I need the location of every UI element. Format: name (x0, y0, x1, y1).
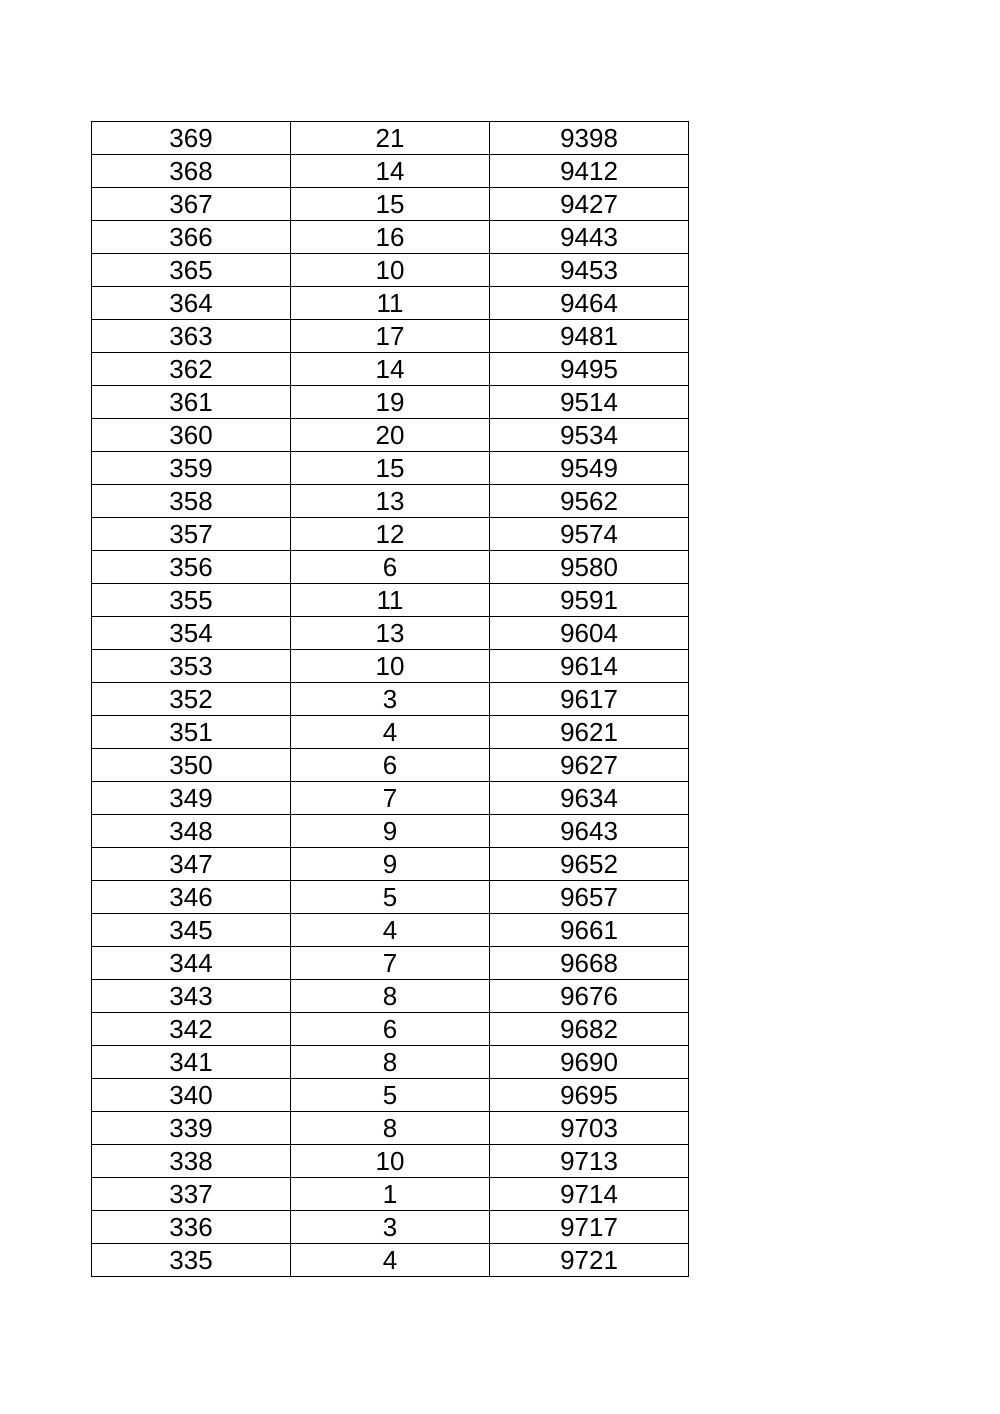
table-row (92, 518, 689, 551)
table-row (92, 650, 689, 683)
table-cell: 366 (92, 221, 291, 254)
table-cell: 1 (291, 1178, 490, 1211)
table-row (92, 947, 689, 980)
table-cell: 9682 (490, 1013, 689, 1046)
table-cell: 9398 (490, 122, 689, 155)
table-cell: 337 (92, 1178, 291, 1211)
table-cell: 355 (92, 584, 291, 617)
table-body (92, 122, 689, 1277)
table-cell: 9574 (490, 518, 689, 551)
table-cell: 9714 (490, 1178, 689, 1211)
table-row (92, 353, 689, 386)
table-cell: 9657 (490, 881, 689, 914)
table-cell: 4 (291, 914, 490, 947)
table-cell: 12 (291, 518, 490, 551)
table-cell: 356 (92, 551, 291, 584)
table-row (92, 320, 689, 353)
table-row (92, 1244, 689, 1277)
table-row (92, 1178, 689, 1211)
table-cell: 338 (92, 1145, 291, 1178)
table-cell: 7 (291, 947, 490, 980)
table-cell: 13 (291, 617, 490, 650)
table-cell: 17 (291, 320, 490, 353)
table-row (92, 584, 689, 617)
table-cell: 9634 (490, 782, 689, 815)
table-cell: 9690 (490, 1046, 689, 1079)
table-cell: 362 (92, 353, 291, 386)
table-row (92, 881, 689, 914)
table-cell: 6 (291, 1013, 490, 1046)
table-row (92, 122, 689, 155)
table-row (92, 254, 689, 287)
table-cell: 344 (92, 947, 291, 980)
table-cell: 11 (291, 287, 490, 320)
table-cell: 368 (92, 155, 291, 188)
table-cell: 354 (92, 617, 291, 650)
table-cell: 5 (291, 881, 490, 914)
table-cell: 342 (92, 1013, 291, 1046)
table-cell: 341 (92, 1046, 291, 1079)
table-cell: 352 (92, 683, 291, 716)
table-cell: 9412 (490, 155, 689, 188)
table-cell: 9591 (490, 584, 689, 617)
table-cell: 347 (92, 848, 291, 881)
table-cell: 3 (291, 1211, 490, 1244)
table-row (92, 188, 689, 221)
table-cell: 343 (92, 980, 291, 1013)
table-cell: 9621 (490, 716, 689, 749)
table-row (92, 485, 689, 518)
table-row (92, 1046, 689, 1079)
table-row (92, 716, 689, 749)
table-cell: 9713 (490, 1145, 689, 1178)
table-cell: 6 (291, 749, 490, 782)
table-cell: 9453 (490, 254, 689, 287)
table-cell: 9514 (490, 386, 689, 419)
table-cell: 9721 (490, 1244, 689, 1277)
table-cell: 14 (291, 353, 490, 386)
table-cell: 4 (291, 1244, 490, 1277)
table-cell: 9495 (490, 353, 689, 386)
table-cell: 9703 (490, 1112, 689, 1145)
table-cell: 340 (92, 1079, 291, 1112)
table-cell: 9534 (490, 419, 689, 452)
table-cell: 369 (92, 122, 291, 155)
table-cell: 9717 (490, 1211, 689, 1244)
table-cell: 9443 (490, 221, 689, 254)
table-cell: 349 (92, 782, 291, 815)
table-cell: 21 (291, 122, 490, 155)
table-cell: 9668 (490, 947, 689, 980)
table-row (92, 386, 689, 419)
table-row (92, 749, 689, 782)
table-cell: 15 (291, 452, 490, 485)
table-cell: 335 (92, 1244, 291, 1277)
table-cell: 364 (92, 287, 291, 320)
table-cell: 15 (291, 188, 490, 221)
table-cell: 345 (92, 914, 291, 947)
table-row (92, 221, 689, 254)
table-cell: 9427 (490, 188, 689, 221)
table-cell: 10 (291, 650, 490, 683)
table-cell: 336 (92, 1211, 291, 1244)
table-cell: 10 (291, 254, 490, 287)
table-cell: 9695 (490, 1079, 689, 1112)
table-cell: 4 (291, 716, 490, 749)
table-cell: 7 (291, 782, 490, 815)
table-cell: 13 (291, 485, 490, 518)
table-row (92, 452, 689, 485)
table-cell: 11 (291, 584, 490, 617)
table-row (92, 980, 689, 1013)
table-cell: 357 (92, 518, 291, 551)
table-row (92, 1211, 689, 1244)
table-cell: 9 (291, 815, 490, 848)
table-cell: 9676 (490, 980, 689, 1013)
table-cell: 3 (291, 683, 490, 716)
table-row (92, 815, 689, 848)
table-cell: 9549 (490, 452, 689, 485)
table-cell: 9652 (490, 848, 689, 881)
table-row (92, 848, 689, 881)
table-cell: 365 (92, 254, 291, 287)
table-row (92, 914, 689, 947)
table-cell: 360 (92, 419, 291, 452)
table-row (92, 419, 689, 452)
table-cell: 5 (291, 1079, 490, 1112)
table-cell: 367 (92, 188, 291, 221)
table-row (92, 155, 689, 188)
table-cell: 16 (291, 221, 490, 254)
table-row (92, 782, 689, 815)
table-cell: 363 (92, 320, 291, 353)
table-cell: 19 (291, 386, 490, 419)
table-cell: 8 (291, 1112, 490, 1145)
table-cell: 9580 (490, 551, 689, 584)
table-cell: 9604 (490, 617, 689, 650)
table-cell: 9614 (490, 650, 689, 683)
table-cell: 348 (92, 815, 291, 848)
table-cell: 361 (92, 386, 291, 419)
table-cell: 350 (92, 749, 291, 782)
table-cell: 20 (291, 419, 490, 452)
table-row (92, 1079, 689, 1112)
table-row (92, 287, 689, 320)
table-row (92, 1145, 689, 1178)
table-cell: 6 (291, 551, 490, 584)
table-cell: 351 (92, 716, 291, 749)
table-cell: 358 (92, 485, 291, 518)
table-cell: 10 (291, 1145, 490, 1178)
table-cell: 353 (92, 650, 291, 683)
table-cell: 9643 (490, 815, 689, 848)
table-cell: 8 (291, 1046, 490, 1079)
table-cell: 359 (92, 452, 291, 485)
table-cell: 8 (291, 980, 490, 1013)
table-row (92, 1013, 689, 1046)
table-row (92, 551, 689, 584)
data-table (91, 121, 689, 1277)
table-cell: 9627 (490, 749, 689, 782)
table-cell: 346 (92, 881, 291, 914)
table-cell: 14 (291, 155, 490, 188)
table-row (92, 617, 689, 650)
table-row (92, 1112, 689, 1145)
table-cell: 9661 (490, 914, 689, 947)
table-cell: 9481 (490, 320, 689, 353)
table-cell: 9562 (490, 485, 689, 518)
table-cell: 9 (291, 848, 490, 881)
table-cell: 9464 (490, 287, 689, 320)
table-cell: 9617 (490, 683, 689, 716)
table-cell: 339 (92, 1112, 291, 1145)
table-row (92, 683, 689, 716)
